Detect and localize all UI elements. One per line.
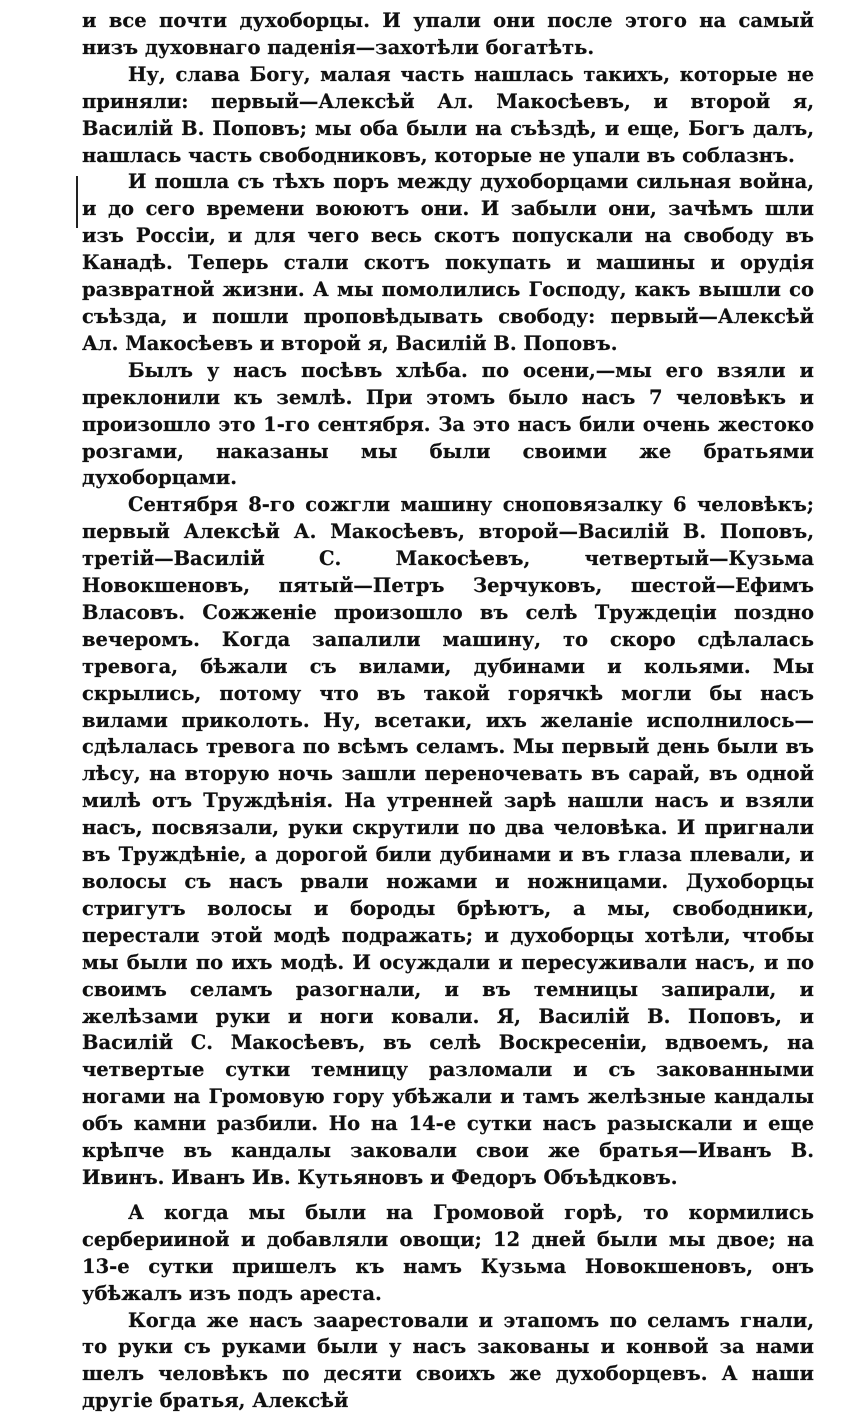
paragraph: А когда мы были на Громовой горѣ, то кормились серберииной и добавляли овощи; 12 дней были мы двое; на 13-е сутки пришелъ къ намъ Кузьма Новокшеновъ, онъ убѣжалъ изъ подъ ареста. xyxy=(82,1200,814,1308)
paragraph: Сентября 8-го сожгли машину сноповязалку 6 человѣкъ; первый Алексѣй А. Макосѣевъ, второй—Василій В. Поповъ, третій—Василій С. Макосѣевъ, четвертый—Кузьма Новокшеновъ, пятый—Петръ Зерчуковъ, шестой—Ефимъ Власовъ. Сожженіе произошло въ селѣ Труждеціи поздно вечеромъ. Когда запалили машину, то скоро сдѣлалась тревога, бѣжали съ вилами, дубинами и кольями. Мы скрылись, потому что въ такой горячкѣ могли бы насъ вилами приколоть. Ну, всетаки, ихъ желаніе исполнилось—сдѣлалась тревога по всѣмъ селамъ. Мы первый день были въ лѣсу, на вторую ночь зашли переночевать въ сарай, въ одной милѣ отъ Труждѣнія. На утренней зарѣ нашли насъ и взяли насъ, посвязали, руки скрутили по два человѣка. И пригнали въ Труждѣніе, а дорогой били дубинами и въ глаза плевали, и волосы съ насъ рвали ножами и ножницами. Духоборцы стригутъ волосы и бороды брѣютъ, а мы, свободники, перестали этой модѣ подражать; и духоборцы хотѣли, чтобы мы были по ихъ модѣ. И осуждали и пересуживали насъ, и по своимъ селамъ разогнали, и въ темницы запирали, и желѣзами руки и ноги ковали. Я, Василій В. Поповъ, и Василій С. Макосѣевъ, въ селѣ Воскресеніи, вдвоемъ, на четвертые сутки темницу разломали и съ закованными ногами на Громовую гору убѣжали и тамъ желѣзные кандалы объ камни разбили. Но на 14-е сутки насъ разыскали и еще крѣпче въ кандалы заковали свои же братья—Иванъ В. Ивинъ. Иванъ Ив. Кутьяновъ и Федоръ Объѣдковъ. xyxy=(82,492,814,1192)
paragraph: Ну, слава Богу, малая часть нашлась такихъ, которые не приняли: первый—Алексѣй Ал. Макосѣевъ, и второй я, Василій В. Поповъ; мы оба были на съѣздѣ, и еще, Богъ далъ, нашлась часть свободниковъ, которые не упали въ соблазнъ. xyxy=(82,62,814,170)
paragraph: Былъ у насъ посѣвъ хлѣба. по осени,—мы его взяли и преклонили къ землѣ. При этомъ было насъ 7 человѣкъ и произошло это 1-го сентября. За это насъ били очень жестоко розгами, наказаны мы были своими же братьями духоборцами. xyxy=(82,358,814,493)
document-page xyxy=(82,8,814,1415)
paragraph: Когда же насъ заарестовали и этапомъ по селамъ гнали, то руки съ руками были у насъ закованы и конвой за нами шелъ человѣкъ по десяти своихъ же духоборцевъ. А наши другіе братья, Алексѣй xyxy=(82,1308,814,1415)
paragraph-continuation: и все почти духоборцы. И упали они после этого на самый низъ духовнаго паденія—захотѣли богатѣть. xyxy=(82,8,814,62)
paragraph: И пошла съ тѣхъ поръ между духоборцами сильная война, и до сего времени воюютъ они. И забыли они, зачѣмъ шли изъ Россіи, и для чего весь скотъ попускали на свободу въ Канадѣ. Теперь стали скотъ покупать и машины и орудія развратной жизни. А мы помолились Господу, какъ вышли со съѣзда, и пошли проповѣдывать свободу: первый—Алексѣй Ал. Макосѣевъ и второй я, Василій В. Поповъ. xyxy=(82,169,814,357)
margin-mark xyxy=(76,176,78,228)
